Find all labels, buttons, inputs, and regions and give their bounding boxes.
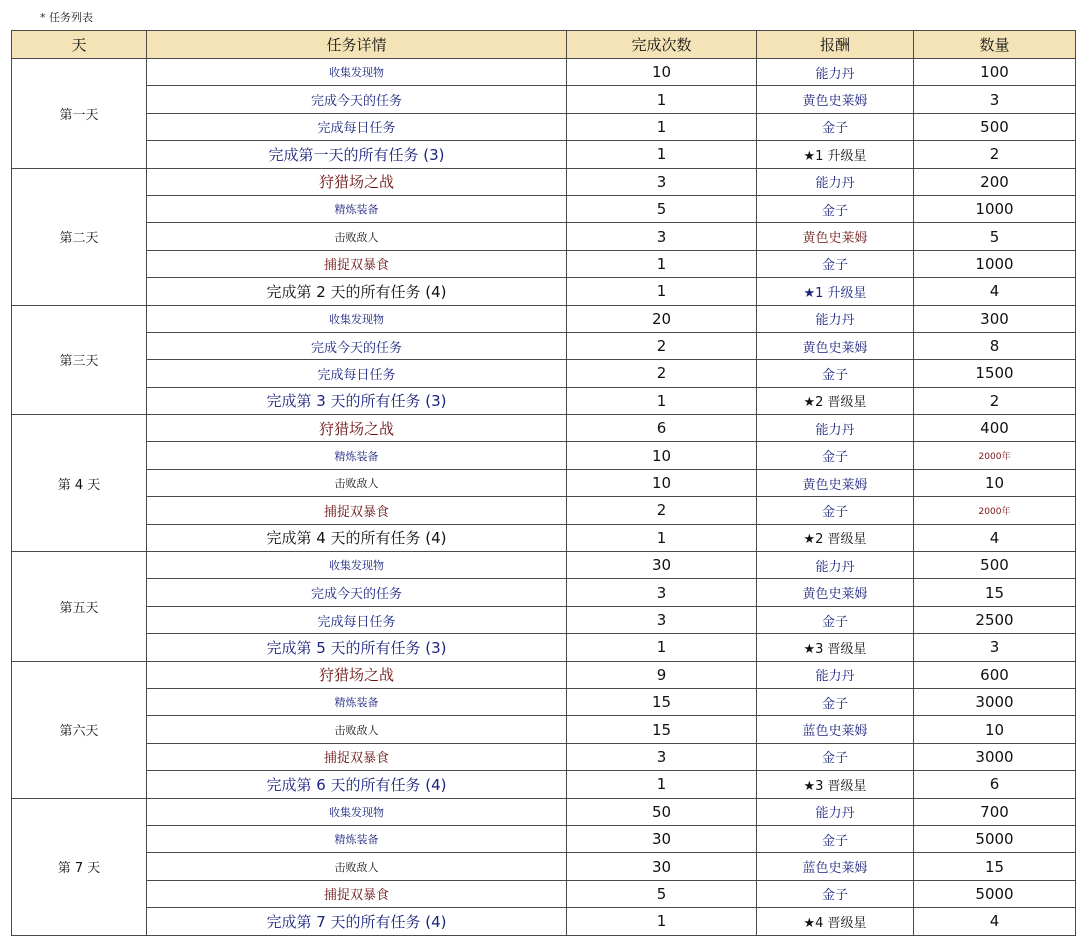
table-row (12, 168, 1076, 195)
count-cell: 1 (567, 387, 757, 414)
qty-cell: 8 (914, 332, 1076, 359)
qty-cell: 200 (914, 168, 1076, 195)
qty-cell: 4 (914, 278, 1076, 305)
count-cell: 9 (567, 661, 757, 688)
qty-cell: 2 (914, 387, 1076, 414)
count-cell: 1 (567, 634, 757, 661)
task-cell: 完成第 5 天的所有任务 (3) (147, 634, 567, 661)
table-row (12, 606, 1076, 633)
table-row (12, 469, 1076, 496)
count-cell: 3 (567, 579, 757, 606)
reward-cell: 黄色史莱姆 (757, 469, 914, 496)
qty-cell: 10 (914, 469, 1076, 496)
table-row (12, 141, 1076, 168)
reward-cell: ★2 晋级星 (757, 524, 914, 551)
task-cell: 完成今天的任务 (147, 86, 567, 113)
day-cell: 第二天 (12, 168, 147, 305)
qty-cell: 100 (914, 59, 1076, 86)
reward-cell: 金子 (757, 195, 914, 222)
reward-cell: 蓝色史莱姆 (757, 716, 914, 743)
reward-cell: ★3 晋级星 (757, 634, 914, 661)
count-cell: 3 (567, 223, 757, 250)
reward-cell: 金子 (757, 606, 914, 633)
count-cell: 5 (567, 195, 757, 222)
count-cell: 2 (567, 497, 757, 524)
task-cell: 精炼装备 (147, 688, 567, 715)
qty-cell: 2500 (914, 606, 1076, 633)
table-row (12, 825, 1076, 852)
count-cell: 30 (567, 853, 757, 880)
table-row (12, 634, 1076, 661)
reward-cell: 金子 (757, 688, 914, 715)
reward-cell: 蓝色史莱姆 (757, 853, 914, 880)
task-cell: 捕捉双暴食 (147, 250, 567, 277)
task-cell: 完成第 7 天的所有任务 (4) (147, 908, 567, 935)
reward-cell: 黄色史莱姆 (757, 86, 914, 113)
qty-cell: 500 (914, 552, 1076, 579)
reward-cell: 能力丹 (757, 552, 914, 579)
task-cell: 捕捉双暴食 (147, 743, 567, 770)
task-cell: 收集发现物 (147, 305, 567, 332)
qty-cell: 15 (914, 579, 1076, 606)
reward-cell: 能力丹 (757, 798, 914, 825)
table-row (12, 661, 1076, 688)
table-row (12, 442, 1076, 469)
task-cell: 狩猎场之战 (147, 415, 567, 442)
count-cell: 15 (567, 688, 757, 715)
count-cell: 3 (567, 606, 757, 633)
day-cell: 第一天 (12, 59, 147, 169)
count-cell: 1 (567, 278, 757, 305)
table-row (12, 415, 1076, 442)
table-row (12, 853, 1076, 880)
task-cell: 精炼装备 (147, 825, 567, 852)
header-qty: 数量 (914, 31, 1076, 59)
reward-cell: 金子 (757, 743, 914, 770)
table-row (12, 332, 1076, 359)
task-cell: 完成今天的任务 (147, 332, 567, 359)
qty-cell: 400 (914, 415, 1076, 442)
task-cell: 完成每日任务 (147, 606, 567, 633)
table-row (12, 86, 1076, 113)
day-cell: 第 4 天 (12, 415, 147, 552)
qty-cell: 4 (914, 908, 1076, 935)
day-cell: 第三天 (12, 305, 147, 415)
qty-cell: 1000 (914, 250, 1076, 277)
qty-cell: 10 (914, 716, 1076, 743)
count-cell: 30 (567, 552, 757, 579)
qty-cell: 1500 (914, 360, 1076, 387)
table-row (12, 223, 1076, 250)
reward-cell: 金子 (757, 497, 914, 524)
count-cell: 1 (567, 908, 757, 935)
reward-cell: 金子 (757, 113, 914, 140)
task-cell: 击败敌人 (147, 716, 567, 743)
qty-cell: 600 (914, 661, 1076, 688)
table-row (12, 360, 1076, 387)
count-cell: 1 (567, 524, 757, 551)
reward-cell: 能力丹 (757, 305, 914, 332)
reward-cell: ★2 晋级星 (757, 387, 914, 414)
count-cell: 1 (567, 141, 757, 168)
table-row (12, 552, 1076, 579)
table-row (12, 497, 1076, 524)
count-cell: 1 (567, 250, 757, 277)
reward-cell: 能力丹 (757, 661, 914, 688)
task-cell: 完成每日任务 (147, 113, 567, 140)
table-body (12, 59, 1076, 936)
task-cell: 击败敌人 (147, 223, 567, 250)
table-row (12, 688, 1076, 715)
task-table (11, 30, 1076, 936)
table-row (12, 579, 1076, 606)
reward-cell: 能力丹 (757, 168, 914, 195)
count-cell: 2 (567, 332, 757, 359)
qty-cell: 3000 (914, 743, 1076, 770)
reward-cell: ★3 晋级星 (757, 771, 914, 798)
reward-cell: 能力丹 (757, 415, 914, 442)
table-row (12, 278, 1076, 305)
task-cell: 完成第 2 天的所有任务 (4) (147, 278, 567, 305)
reward-cell: 金子 (757, 880, 914, 907)
reward-cell: ★1 升级星 (757, 141, 914, 168)
qty-cell: 3000 (914, 688, 1076, 715)
count-cell: 5 (567, 880, 757, 907)
count-cell: 6 (567, 415, 757, 442)
task-cell: 完成第一天的所有任务 (3) (147, 141, 567, 168)
task-cell: 击败敌人 (147, 469, 567, 496)
table-row (12, 716, 1076, 743)
reward-cell: 金子 (757, 250, 914, 277)
qty-cell: 2 (914, 141, 1076, 168)
task-cell: 收集发现物 (147, 552, 567, 579)
table-header (12, 31, 1076, 59)
table-row (12, 798, 1076, 825)
reward-cell: 金子 (757, 825, 914, 852)
day-cell: 第 7 天 (12, 798, 147, 935)
task-cell: 精炼装备 (147, 195, 567, 222)
count-cell: 15 (567, 716, 757, 743)
task-cell: 精炼装备 (147, 442, 567, 469)
table-row (12, 113, 1076, 140)
table-row (12, 250, 1076, 277)
table-row (12, 908, 1076, 935)
count-cell: 10 (567, 59, 757, 86)
count-cell: 10 (567, 469, 757, 496)
count-cell: 30 (567, 825, 757, 852)
reward-cell: 金子 (757, 360, 914, 387)
day-cell: 第五天 (12, 552, 147, 662)
table-row (12, 387, 1076, 414)
reward-cell: 黄色史莱姆 (757, 579, 914, 606)
count-cell: 3 (567, 168, 757, 195)
header-day: 天 (12, 31, 147, 59)
count-cell: 50 (567, 798, 757, 825)
task-cell: 捕捉双暴食 (147, 880, 567, 907)
header-task: 任务详情 (147, 31, 567, 59)
header-reward: 报酬 (757, 31, 914, 59)
count-cell: 1 (567, 771, 757, 798)
day-cell: 第六天 (12, 661, 147, 798)
qty-cell: 1000 (914, 195, 1076, 222)
qty-cell: 6 (914, 771, 1076, 798)
table-row (12, 880, 1076, 907)
task-cell: 完成今天的任务 (147, 579, 567, 606)
count-cell: 20 (567, 305, 757, 332)
reward-cell: 金子 (757, 442, 914, 469)
qty-cell: 3 (914, 634, 1076, 661)
qty-cell: 300 (914, 305, 1076, 332)
qty-cell: 5 (914, 223, 1076, 250)
table-row (12, 305, 1076, 332)
table-row (12, 195, 1076, 222)
task-cell: 完成第 3 天的所有任务 (3) (147, 387, 567, 414)
count-cell: 2 (567, 360, 757, 387)
header-count: 完成次数 (567, 31, 757, 59)
table-row (12, 771, 1076, 798)
qty-cell: 5000 (914, 880, 1076, 907)
reward-cell: 能力丹 (757, 59, 914, 86)
reward-cell: 黄色史莱姆 (757, 223, 914, 250)
header-row (12, 31, 1076, 59)
qty-cell: 15 (914, 853, 1076, 880)
qty-cell: 4 (914, 524, 1076, 551)
task-cell: 捕捉双暴食 (147, 497, 567, 524)
table-row (12, 59, 1076, 86)
task-cell: 收集发现物 (147, 798, 567, 825)
qty-cell: 700 (914, 798, 1076, 825)
table-row (12, 743, 1076, 770)
table-caption: * 任务列表 (40, 11, 93, 24)
task-cell: 完成每日任务 (147, 360, 567, 387)
qty-cell: 2000年 (914, 442, 1076, 469)
count-cell: 3 (567, 743, 757, 770)
task-cell: 完成第 6 天的所有任务 (4) (147, 771, 567, 798)
task-cell: 击败敌人 (147, 853, 567, 880)
reward-cell: ★1 升级星 (757, 278, 914, 305)
task-cell: 收集发现物 (147, 59, 567, 86)
reward-cell: ★4 晋级星 (757, 908, 914, 935)
task-cell: 狩猎场之战 (147, 168, 567, 195)
qty-cell: 500 (914, 113, 1076, 140)
task-cell: 狩猎场之战 (147, 661, 567, 688)
table-row (12, 524, 1076, 551)
qty-cell: 5000 (914, 825, 1076, 852)
qty-cell: 3 (914, 86, 1076, 113)
task-cell: 完成第 4 天的所有任务 (4) (147, 524, 567, 551)
reward-cell: 黄色史莱姆 (757, 332, 914, 359)
count-cell: 10 (567, 442, 757, 469)
count-cell: 1 (567, 113, 757, 140)
count-cell: 1 (567, 86, 757, 113)
qty-cell: 2000年 (914, 497, 1076, 524)
